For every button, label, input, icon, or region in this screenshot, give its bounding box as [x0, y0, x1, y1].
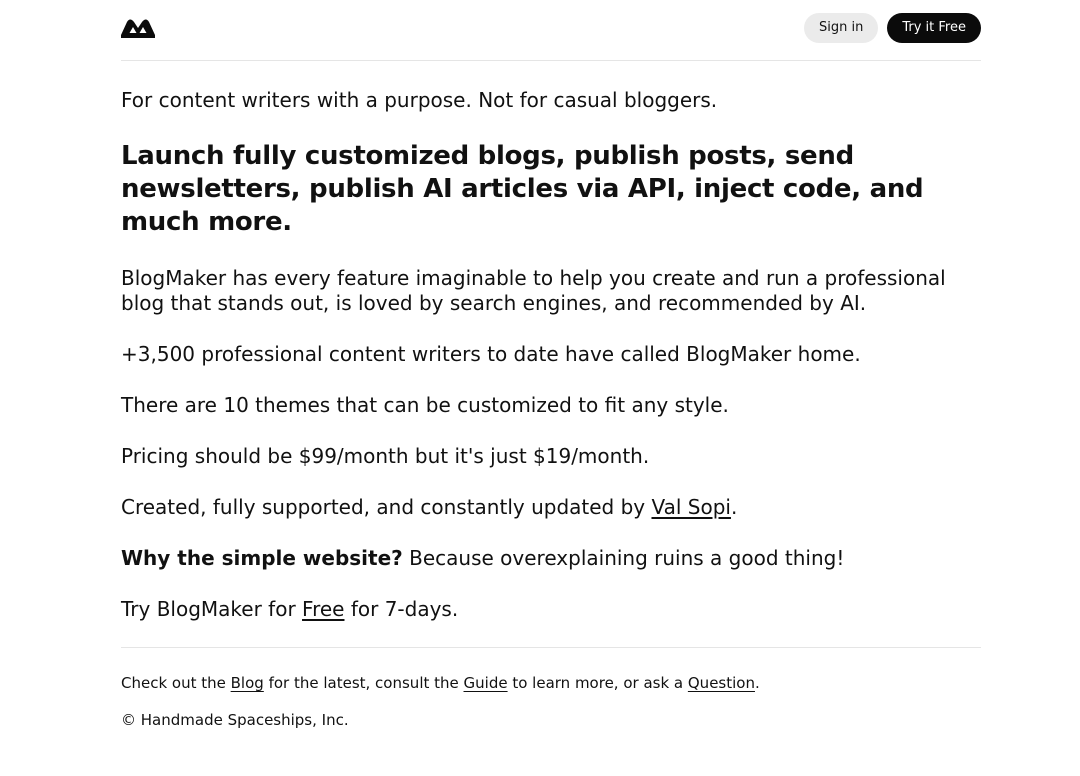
- footer-text-1: Check out the: [121, 674, 231, 692]
- footer-links-line: [121, 674, 981, 693]
- page-container: [121, 0, 981, 730]
- blogmaker-logo-icon[interactable]: [121, 18, 155, 38]
- try-paragraph: [121, 597, 981, 622]
- site-footer: [121, 648, 981, 730]
- why-paragraph: [121, 546, 981, 571]
- blog-link[interactable]: Blog: [230, 674, 264, 692]
- try-suffix: for 7-days.: [344, 597, 459, 621]
- author-link[interactable]: Val Sopi: [651, 495, 731, 519]
- sign-in-button[interactable]: Sign in: [804, 13, 878, 43]
- footer-text-4: .: [754, 674, 760, 692]
- try-prefix: Try BlogMaker for: [121, 597, 303, 621]
- page-headline: Launch fully customized blogs, publish posts, send newsletters, publish AI articles via API, inject code, and much more.: [121, 141, 924, 237]
- created-prefix: Created, fully supported, and constantly updated by: [121, 495, 652, 519]
- question-link[interactable]: Question: [687, 674, 755, 692]
- header-actions: [804, 13, 981, 43]
- why-heading: Why the simple website?: [121, 546, 403, 570]
- free-trial-link[interactable]: Free: [302, 597, 345, 621]
- created-paragraph: [121, 495, 981, 520]
- guide-link[interactable]: Guide: [463, 674, 508, 692]
- pricing-paragraph: Pricing should be $99/month but it's just $19/month.: [121, 444, 650, 468]
- footer-text-3: to learn more, or ask a: [507, 674, 688, 692]
- copyright: © Handmade Spaceships, Inc.: [121, 711, 349, 729]
- main-content: [121, 61, 981, 622]
- themes-paragraph: There are 10 themes that can be customized to fit any style.: [121, 393, 729, 417]
- site-header: [121, 0, 981, 61]
- tagline: For content writers with a purpose. Not for casual bloggers.: [121, 88, 718, 112]
- why-text: Because overexplaining ruins a good thing!: [402, 546, 845, 570]
- footer-text-2: for the latest, consult the: [263, 674, 464, 692]
- created-suffix: .: [730, 495, 738, 519]
- try-free-button[interactable]: Try it Free: [887, 13, 981, 43]
- features-paragraph: BlogMaker has every feature imaginable to help you create and run a professional blog that stands out, is loved by search engines, and recommended by AI.: [121, 266, 946, 315]
- writers-paragraph: +3,500 professional content writers to date have called BlogMaker home.: [121, 342, 861, 366]
